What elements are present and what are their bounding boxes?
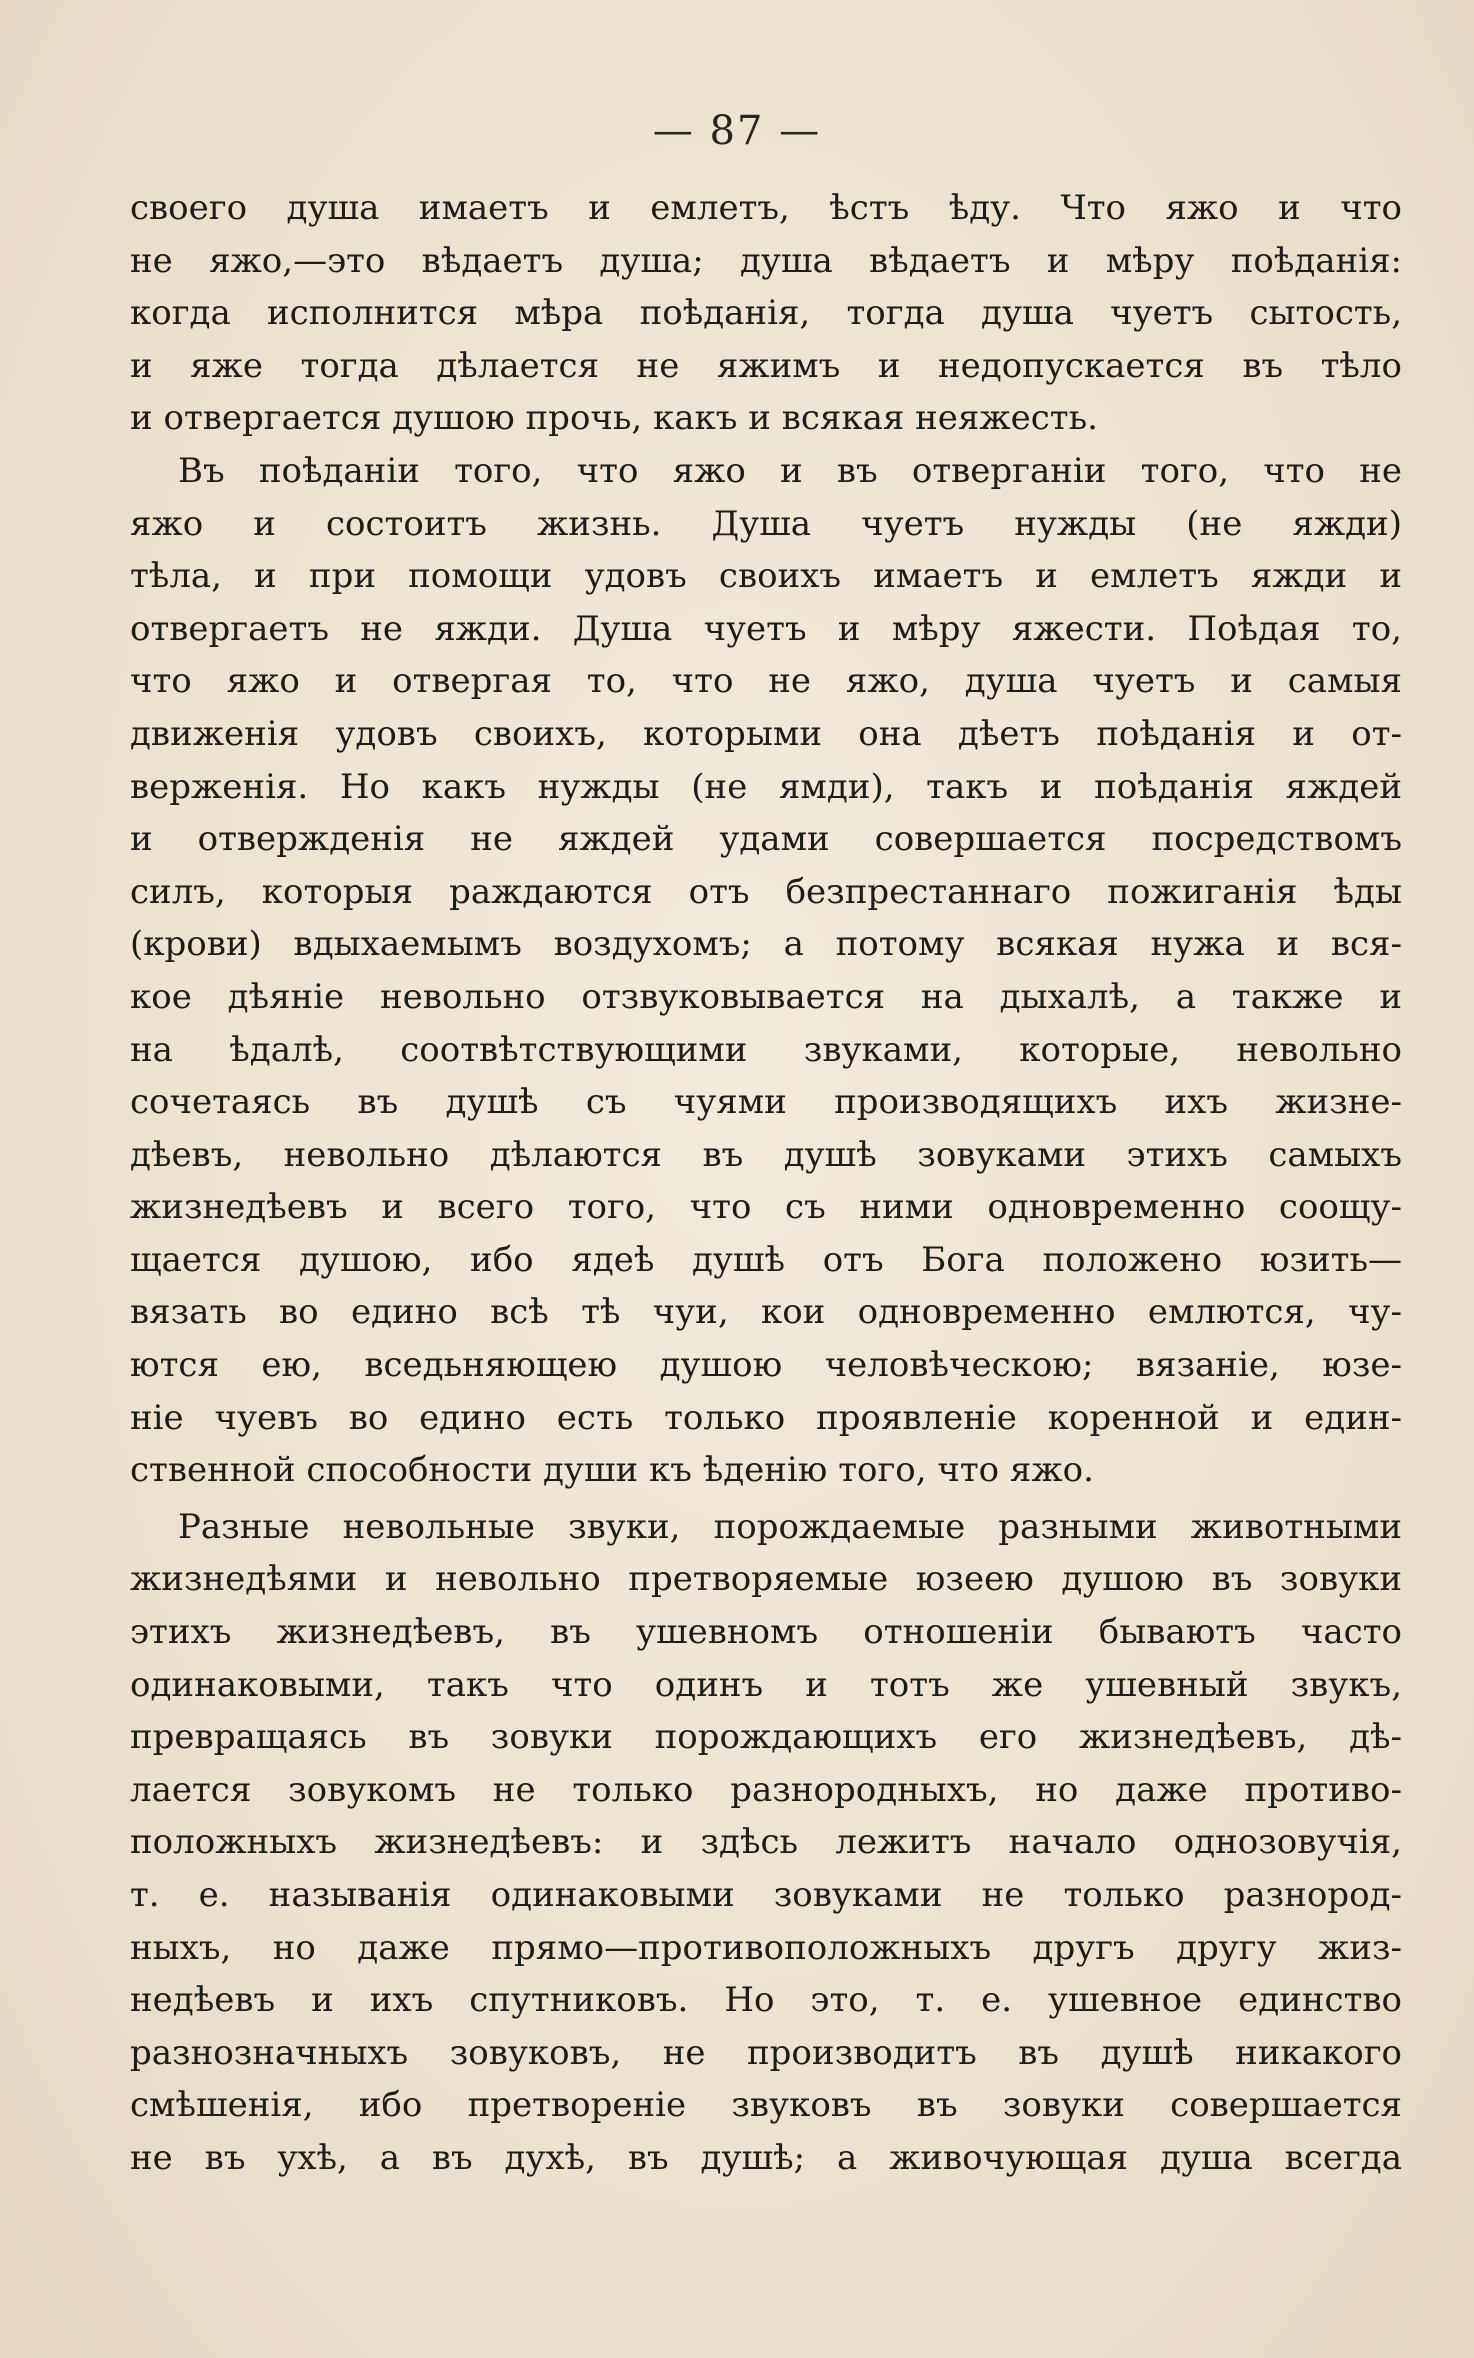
text-line: движенія удовъ своихъ, которыми она дѣетъ поѣданія и от-	[130, 713, 1402, 754]
text-line: и яже тогда дѣлается не яжимъ и недопускается въ тѣло	[130, 345, 1402, 386]
text-line: вязать во едино всѣ тѣ чуи, кои одновременно емлются, чу-	[130, 1292, 1402, 1333]
text-line: лается зовукомъ не только разнородныхъ, но даже противо-	[130, 1769, 1402, 1810]
text-line: силъ, которыя раждаются отъ безпрестаннаго пожиганія ѣды	[130, 871, 1402, 912]
text-line: тѣла, и при помощи удовъ своихъ имаетъ и емлетъ яжди и	[130, 556, 1402, 597]
text-line: превращаясь въ зовуки порождающихъ его жизнедѣевъ, дѣ-	[130, 1717, 1402, 1758]
text-line: что яжо и отвергая то, что не яжо, душа чуетъ и самыя	[130, 661, 1402, 702]
text-line: отвергаетъ не яжди. Душа чуетъ и мѣру яжести. Поѣдая то,	[130, 608, 1402, 649]
text-line: и отвергается душою прочь, какъ и всякая неяжесть.	[130, 398, 1098, 439]
text-line: и отвержденія не яждей удами совершается посредствомъ	[130, 819, 1402, 860]
paragraph-1	[130, 182, 1402, 445]
text-line: своего душа имаетъ и емлетъ, ѣстъ ѣду. Что яжо и что	[130, 188, 1402, 228]
text-line: на ѣдалѣ, соотвѣтствующими звуками, которые, невольно	[130, 1029, 1402, 1070]
text-line: Разные невольные звуки, порождаемые разными животными	[178, 1506, 1402, 1547]
text-line: ются ею, вседьняющею душою человѣческою; вязаніе, юзе-	[130, 1345, 1402, 1386]
text-line: верженія. Но какъ нужды (не ямди), такъ и поѣданія яждей	[130, 766, 1402, 807]
text-line: разнозначныхъ зовуковъ, не производитъ въ душѣ никакого	[130, 2032, 1402, 2073]
body-text	[130, 182, 1402, 2185]
text-line: положныхъ жизнедѣевъ: и здѣсь лежитъ начало однозовучія,	[130, 1822, 1402, 1863]
text-line: кое дѣяніе невольно отзвуковывается на дыхалѣ, а также и	[130, 976, 1402, 1017]
text-line: т. е. называнія одинаковыми зовуками не только разнород-	[130, 1875, 1402, 1915]
text-line: недѣевъ и ихъ спутниковъ. Но это, т. е. ушевное единство	[130, 1980, 1402, 2021]
text-line: не яжо,—это вѣдаетъ душа; душа вѣдаетъ и мѣру поѣданія:	[130, 240, 1402, 281]
text-line: дѣевъ, невольно дѣлаются въ душѣ зовуками этихъ самыхъ	[130, 1134, 1402, 1175]
text-line: Въ поѣданіи того, что яжо и въ отверганіи того, что не	[178, 450, 1402, 491]
text-line: сочетаясь въ душѣ съ чуями производящихъ ихъ жизне-	[130, 1082, 1402, 1123]
text-line: ныхъ, но даже прямо—противоположныхъ другъ другу жиз-	[130, 1927, 1402, 1968]
page-number: — 87 —	[652, 108, 822, 154]
text-line: когда исполнится мѣра поѣданія, тогда душа чуетъ сытость,	[130, 293, 1402, 334]
text-line: ніе чуевъ во едино есть только проявленіе коренной и един-	[130, 1397, 1402, 1438]
text-line: яжо и состоитъ жизнь. Душа чуетъ нужды (не яжди)	[130, 503, 1402, 544]
text-line: жизнедѣевъ и всего того, что съ ними одновременно соощу-	[130, 1187, 1402, 1228]
paragraph-2	[130, 445, 1402, 1497]
text-line: не въ ухѣ, а въ духѣ, въ душѣ; а живочующая душа всегда	[130, 2137, 1402, 2178]
text-line: одинаковыми, такъ что одинъ и тотъ же ушевный звукъ,	[130, 1664, 1402, 1705]
text-line: жизнедѣями и невольно претворяемые юзеею душою въ зовуки	[130, 1559, 1402, 1600]
text-line: ственной способности души къ ѣденію того, что яжо.	[130, 1450, 1094, 1491]
paragraph-3	[130, 1501, 1402, 2185]
text-line: щается душою, ибо ядеѣ душѣ отъ Бога положено юзить—	[130, 1239, 1402, 1280]
text-line: (крови) вдыхаемымъ воздухомъ; а потому всякая нужа и вся-	[130, 924, 1402, 965]
text-line: смѣшенія, ибо претвореніе звуковъ въ зовуки совершается	[130, 2085, 1402, 2126]
text-line: этихъ жизнедѣевъ, въ ушевномъ отношеніи бываютъ часто	[130, 1612, 1402, 1653]
